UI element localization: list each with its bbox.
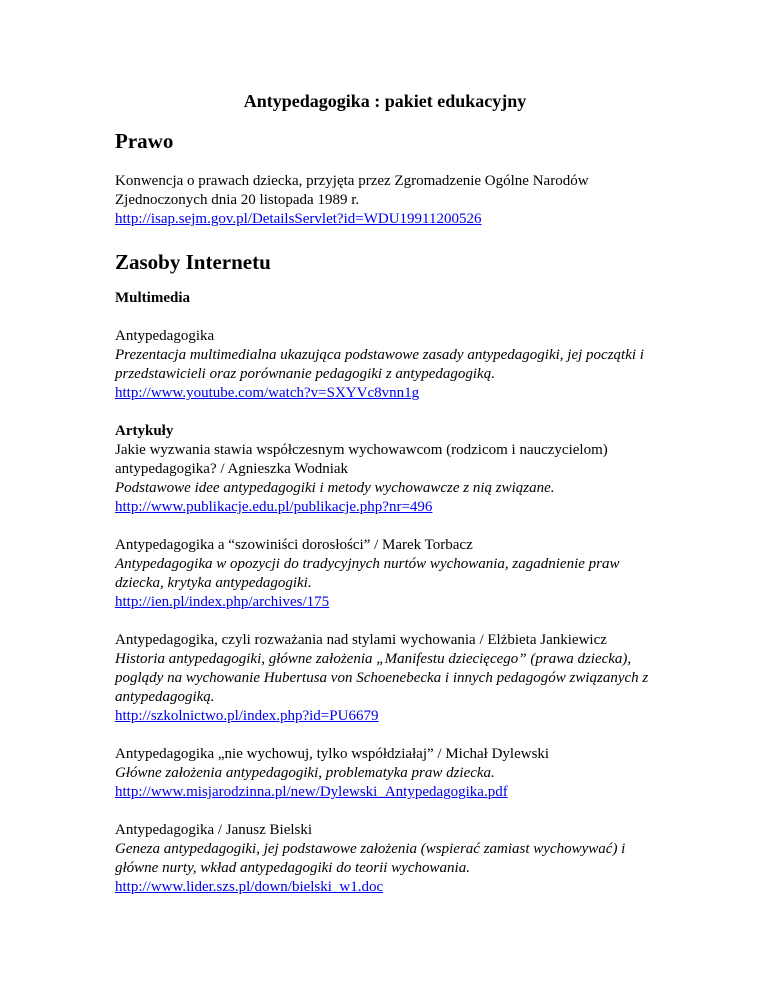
entry-title: Antypedagogika „nie wychowuj, tylko współdziałaj” / Michał Dylewski [115, 746, 550, 762]
article-entry [115, 536, 655, 612]
entry-title: Antypedagogika [115, 328, 215, 344]
document-page [115, 90, 655, 897]
multimedia-entry [115, 327, 655, 403]
entry-description: Antypedagogika w opozycji do tradycyjnych nurtów wychowania, zagadnienie praw dziecka, krytyka antypedagogiki. [115, 556, 620, 591]
document-title: Antypedagogika : pakiet edukacyjny [243, 91, 527, 111]
internet-heading: Zasoby Internetu [115, 250, 271, 274]
entry-description: Prezentacja multimedialna ukazująca podstawowe zasady antypedagogiki, jej początki i przedstawicieli oraz porównanie pedagogiki z antypedagogiką. [115, 347, 644, 382]
law-entry-text: Konwencja o prawach dziecka, przyjęta przez Zgromadzenie Ogólne Narodów Zjednoczonych dnia 20 listopada 1989 r. [115, 173, 589, 208]
law-entry-link[interactable]: http://isap.sejm.gov.pl/DetailsServlet?id=WDU19911200526 [115, 211, 482, 227]
article-entry [115, 745, 655, 802]
article-entry [115, 441, 655, 517]
entry-description: Historia antypedagogiki, główne założenia „Manifestu dziecięcego” (prawa dziecka), poglądy na wychowanie Hubertusa von Schoenebecka i innych pedagogów związanych z antypedagogiką. [115, 651, 649, 705]
article-entry [115, 821, 655, 897]
entry-link[interactable]: http://www.publikacje.edu.pl/publikacje.php?nr=496 [115, 499, 433, 515]
law-heading: Prawo [115, 129, 174, 153]
entry-link[interactable]: http://szkolnictwo.pl/index.php?id=PU6679 [115, 708, 379, 724]
articles-heading: Artykuły [115, 423, 174, 439]
entry-link[interactable]: http://www.youtube.com/watch?v=SXYVc8vnn1g [115, 385, 420, 401]
entry-title: Antypedagogika a “szowiniści dorosłości” / Marek Torbacz [115, 537, 473, 553]
entry-link[interactable]: http://www.misjarodzinna.pl/new/Dylewski_Antypedagogika.pdf [115, 784, 508, 800]
article-entry [115, 631, 655, 726]
entry-title: Antypedagogika, czyli rozważania nad stylami wychowania / Elżbieta Jankiewicz [115, 632, 607, 648]
entry-link[interactable]: http://ien.pl/index.php/archives/175 [115, 594, 330, 610]
entry-title: Antypedagogika / Janusz Bielski [115, 822, 313, 838]
entry-link[interactable]: http://www.lider.szs.pl/down/bielski_w1.doc [115, 879, 384, 895]
entry-description: Główne założenia antypedagogiki, problematyka praw dziecka. [115, 765, 495, 781]
entry-description: Geneza antypedagogiki, jej podstawowe założenia (wspierać zamiast wychowywać) i główne nurty, wkład antypedagogiki do teorii wychowania. [115, 841, 626, 876]
entry-description: Podstawowe idee antypedagogiki i metody wychowawcze z nią związane. [115, 480, 555, 496]
entry-title: Jakie wyzwania stawia współczesnym wychowawcom (rodzicom i nauczycielom) antypedagogika? / Agnieszka Wodniak [115, 442, 608, 477]
multimedia-heading: Multimedia [115, 290, 190, 306]
law-entry [115, 172, 655, 229]
